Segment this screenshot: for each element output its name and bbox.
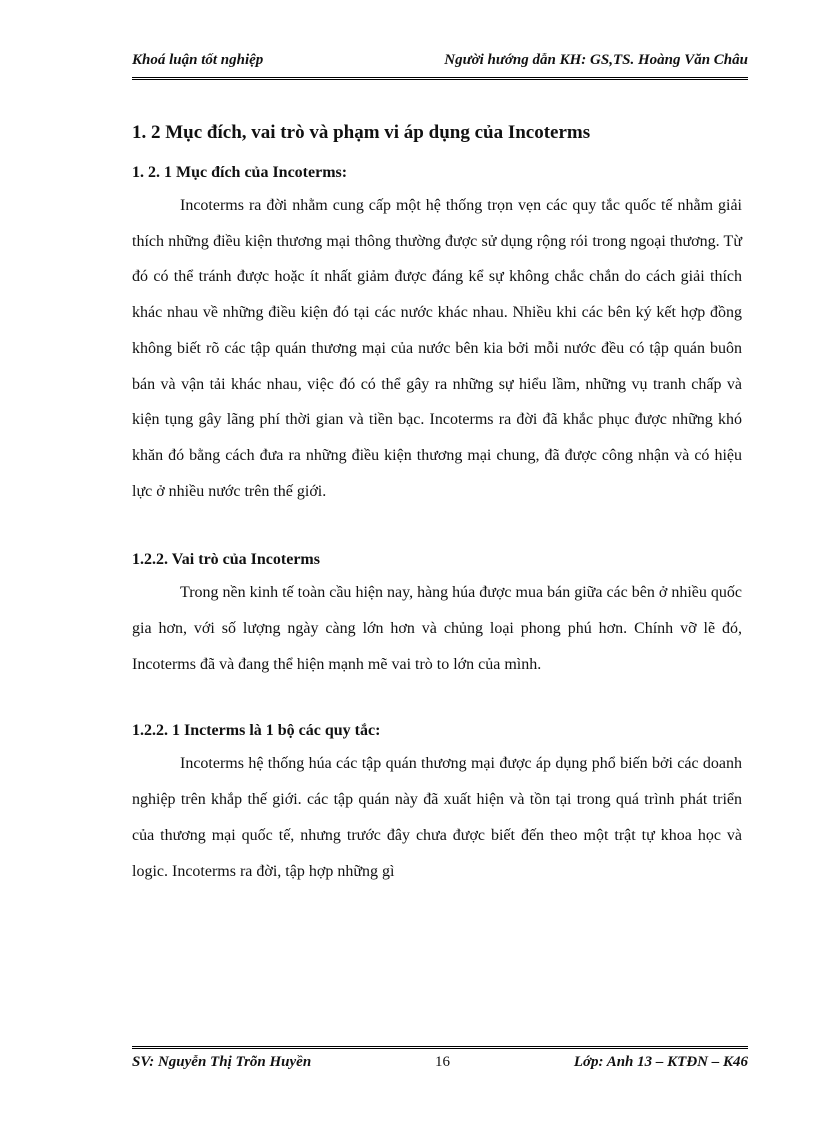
footer-student: SV: Nguyễn Thị Trõn Huyền <box>132 1054 312 1070</box>
subsection-title-purpose: 1. 2. 1 Mục đích của Incoterms: <box>132 164 348 181</box>
header-thesis-label: Khoá luận tốt nghiệp <box>132 52 264 68</box>
header-advisor: Người hướng dẫn KH: GS,TS. Hoàng Văn Châu <box>444 52 748 68</box>
header-divider <box>132 77 748 80</box>
page-number: 16 <box>435 1054 450 1070</box>
footer-divider <box>132 1046 748 1049</box>
paragraph-purpose: Incoterms ra đời nhằm cung cấp một hệ thống trọn vẹn các quy tắc quốc tế nhằm giải thích những điều kiện thương mại thông thường được sử dụng rộng rói trong ngoại thương. Từ đó có thể tránh được hoặc ít nhất giảm được đáng kể sự không chắc chắn do cách giải thích khác nhau về những điều kiện đó tại các nước khác nhau. Nhiều khi các bên ký kết hợp đồng không biết rõ các tập quán thương mại của nước bên kia bởi mỗi nước đều có tập quán buôn bán và vận tải khác nhau, việc đó có thể gây ra những sự hiểu lầm, những vụ tranh chấp và kiện tụng gây lãng phí thời gian và tiền bạc. Incoterms ra đời đã khắc phục được những khó khăn đó bằng cách đưa ra những điều kiện thương mại chung, đã được công nhận và có hiệu lực ở nhiều nước trên thế giới. <box>132 197 742 500</box>
page-header <box>132 52 748 69</box>
page-footer <box>132 1054 748 1071</box>
page-body <box>132 118 742 889</box>
footer-class: Lớp: Anh 13 – KTĐN – K46 <box>573 1054 748 1070</box>
paragraph-role: Trong nền kinh tế toàn cầu hiện nay, hàng húa được mua bán giữa các bên ở nhiều quốc gia hơn, với số lượng ngày càng lớn hơn và chủng loại phong phú hơn. Chính vỡ lẽ đó, Incoterms đã và đang thể hiện mạnh mẽ vai trò to lớn của mình. <box>132 584 742 673</box>
section-title: 1. 2 Mục đích, vai trò và phạm vi áp dụng của Incoterms <box>132 122 591 143</box>
subsection-title-rules: 1.2.2. 1 Incterms là 1 bộ các quy tắc: <box>132 722 381 740</box>
subsection-title-role: 1.2.2. Vai trò của Incoterms <box>132 551 320 569</box>
paragraph-rules: Incoterms hệ thống húa các tập quán thương mại được áp dụng phổ biến bởi các doanh nghiệp trên khắp thế giới. các tập quán này đã xuất hiện và tồn tại trong quá trình phát triển của thương mại quốc tế, nhưng trước đây chưa được biết đến theo một trật tự khoa học và logic. Incoterms ra đời, tập hợp những gì <box>132 755 742 880</box>
